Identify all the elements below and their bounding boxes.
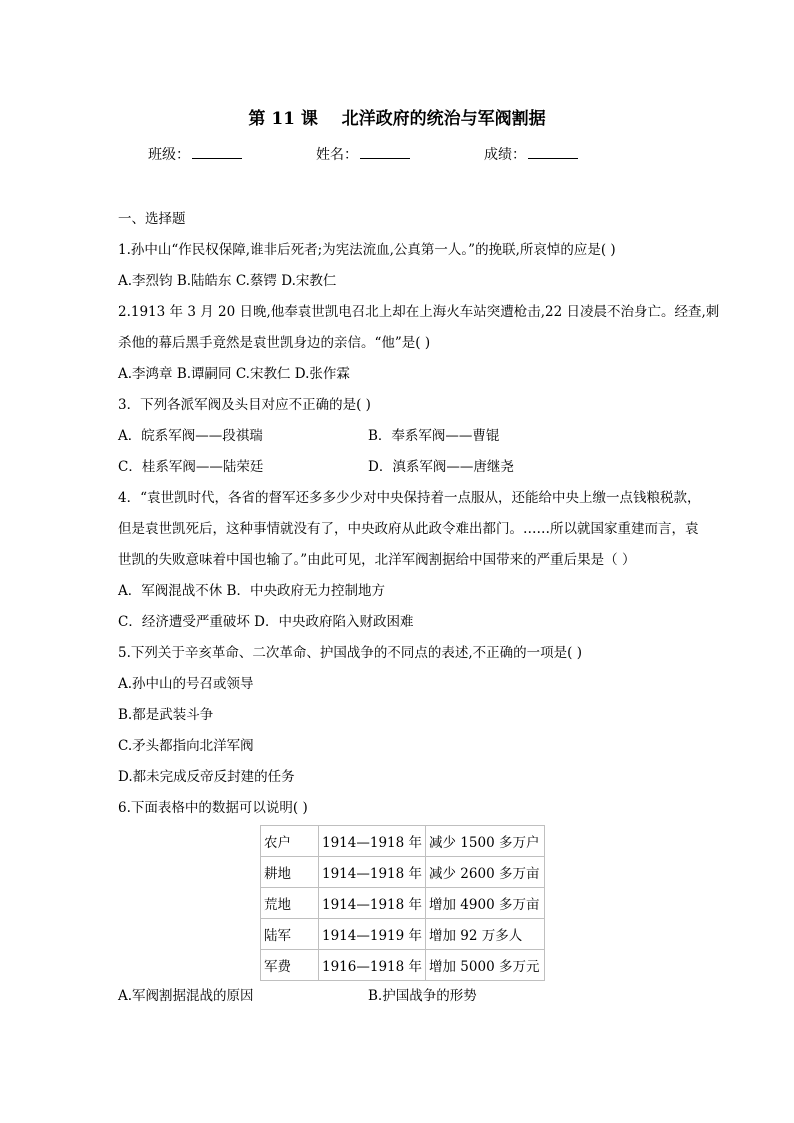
question-text: 5.下列关于辛亥革命、二次革命、护国战争的不同点的表述,不正确的一项是( ) xyxy=(118,645,582,661)
table-cell: 1916—1918 年 xyxy=(319,950,426,981)
table-cell: 减少 1500 多万户 xyxy=(426,826,545,857)
table-cell: 增加 92 万多人 xyxy=(426,919,545,950)
table-cell: 增加 5000 多万元 xyxy=(426,950,545,981)
data-table xyxy=(260,825,545,981)
table-row xyxy=(261,888,545,919)
table-cell: 耕地 xyxy=(261,857,319,888)
question-1 xyxy=(118,235,698,297)
option-a: A.军阀割据混战的原因 xyxy=(118,988,254,1004)
score-field[interactable] xyxy=(484,144,578,164)
question-text: 世凯的失败意味着中国也输了。”由此可见，北洋军阀割据给中国带来的严重后果是（ ） xyxy=(118,552,636,568)
option-a: A．皖系军阀——段祺瑞 xyxy=(118,428,263,444)
question-2 xyxy=(118,297,720,390)
option-d: D.都未完成反帝反封建的任务 xyxy=(118,769,295,785)
score-blank[interactable] xyxy=(528,146,578,159)
name-blank[interactable] xyxy=(360,146,410,159)
question-6 xyxy=(118,793,698,1012)
score-label: 成绩： xyxy=(484,147,526,163)
option-b: B．奉系军阀——曹锟 xyxy=(368,428,500,444)
question-5 xyxy=(118,638,698,793)
option-c: C.矛头都指向北洋军阀 xyxy=(118,738,254,754)
question-text: 4．“袁世凯时代，各省的督军还多多少少对中央保持着一点服从，还能给中央上缴一点钱粮税款， xyxy=(118,490,701,506)
section-heading: 一、选择题 xyxy=(118,211,186,227)
question-options: C．经济遭受严重破坏 D．中央政府陷入财政困难 xyxy=(118,614,414,630)
option-c: C．桂系军阀——陆荣廷 xyxy=(118,459,264,475)
table-cell: 1914—1918 年 xyxy=(319,888,426,919)
question-text: 杀他的幕后黑手竟然是袁世凯身边的亲信。“他”是( ) xyxy=(118,335,431,351)
option-a: A.孙中山的号召或领导 xyxy=(118,676,254,692)
question-options: A.李烈钧 B.陆皓东 C.蔡锷 D.宋教仁 xyxy=(118,273,337,289)
question-text: 3．下列各派军阀及头目对应不正确的是( ) xyxy=(118,397,371,413)
table-cell: 增加 4900 多万亩 xyxy=(426,888,545,919)
question-options xyxy=(118,421,698,452)
table-cell: 荒地 xyxy=(261,888,319,919)
option-b: B.都是武装斗争 xyxy=(118,707,214,723)
table-cell: 农户 xyxy=(261,826,319,857)
class-field[interactable] xyxy=(148,144,242,164)
option-d: D．滇系军阀——唐继尧 xyxy=(368,459,514,475)
question-options xyxy=(118,981,698,1012)
question-options: A.李鸿章 B.谭嗣同 C.宋教仁 D.张作霖 xyxy=(118,366,350,382)
table-row xyxy=(261,950,545,981)
name-label: 姓名： xyxy=(316,147,358,163)
page-title: 第 11 课 北洋政府的统治与军阀割据 xyxy=(248,109,546,129)
question-3 xyxy=(118,390,698,483)
table-row xyxy=(261,826,545,857)
table-cell: 军费 xyxy=(261,950,319,981)
question-text: 但是袁世凯死后，这种事情就没有了，中央政府从此政令难出都门。……所以就国家重建而言，袁 xyxy=(118,521,699,537)
table-cell: 1914—1918 年 xyxy=(319,857,426,888)
name-field[interactable] xyxy=(316,144,410,164)
question-text: 6.下面表格中的数据可以说明( ) xyxy=(118,800,308,816)
question-list xyxy=(118,204,720,1012)
table-row xyxy=(261,919,545,950)
option-b: B.护国战争的形势 xyxy=(368,988,477,1004)
table-row xyxy=(261,857,545,888)
class-blank[interactable] xyxy=(192,146,242,159)
question-text: 2.1913 年 3 月 20 日晚,他奉袁世凯电召北上却在上海火车站突遭枪击,22 日凌晨不治身亡。经查,刺 xyxy=(118,304,720,320)
class-label: 班级： xyxy=(148,147,190,163)
table-cell: 陆军 xyxy=(261,919,319,950)
table-cell: 1914—1918 年 xyxy=(319,826,426,857)
question-options: A．军阀混战不休 B．中央政府无力控制地方 xyxy=(118,583,385,599)
table-cell: 1914—1919 年 xyxy=(319,919,426,950)
student-info-row xyxy=(0,144,794,168)
question-text: 1.孙中山“作民权保障,谁非后死者;为宪法流血,公真第一人。”的挽联,所哀悼的应是( ) xyxy=(118,242,616,258)
table-cell: 减少 2600 多万亩 xyxy=(426,857,545,888)
question-4 xyxy=(118,483,701,638)
question-options xyxy=(118,452,698,483)
